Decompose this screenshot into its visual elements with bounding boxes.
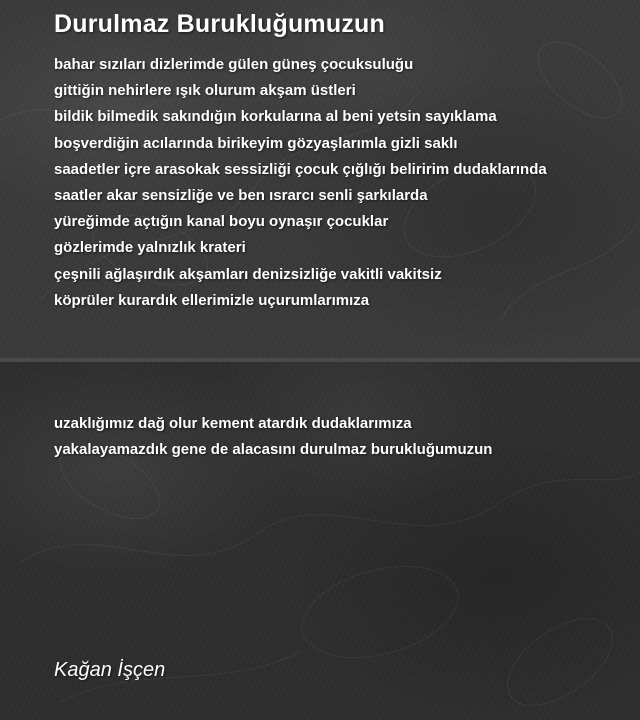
poem-line: yakalayamazdık gene de alacasını durulmaz burukluğumuzun (54, 441, 493, 459)
poem-line: köprüler kurardık ellerimizle uçurumlarımıza (54, 291, 370, 309)
poem-line: gittiğin nehirlere ışık olurum akşam üstleri (54, 82, 356, 100)
poem-line: yüreğimde açtığın kanal boyu oynaşır çocuklar (54, 213, 389, 231)
poem-line: saadetler içre arasokak sessizliği çocuk çığlığı beliririm dudaklarında (54, 160, 547, 178)
poem-line: boşverdiğin acılarında birikeyim gözyaşlarımla gizli saklı (54, 134, 458, 152)
stanza-1 (54, 52, 547, 314)
poem-title: Durulmaz Burukluğumuzun (54, 10, 385, 38)
poem-line: saatler akar sensizliğe ve ben ısrarcı senli şarkılarda (54, 187, 428, 205)
stanza-2 (54, 411, 492, 463)
poem-panel-bottom (0, 362, 640, 720)
poem-line: bahar sızıları dizlerimde gülen güneş çocuksuluğu (54, 56, 414, 73)
poem-author: Kağan İşçen (54, 659, 166, 681)
poem-line: bildik bilmedik sakındığın korkularına al beni yetsin sayıklama (54, 108, 497, 126)
poem-line: gözlerimde yalnızlık krateri (54, 239, 246, 257)
poem-line: uzaklığımız dağ olur kement atardık dudaklarımıza (54, 415, 412, 432)
poem-line: çeşnili ağlaşırdık akşamları denizsizliğe vakitli vakitsiz (54, 265, 442, 283)
poem-panel-top (0, 0, 640, 358)
